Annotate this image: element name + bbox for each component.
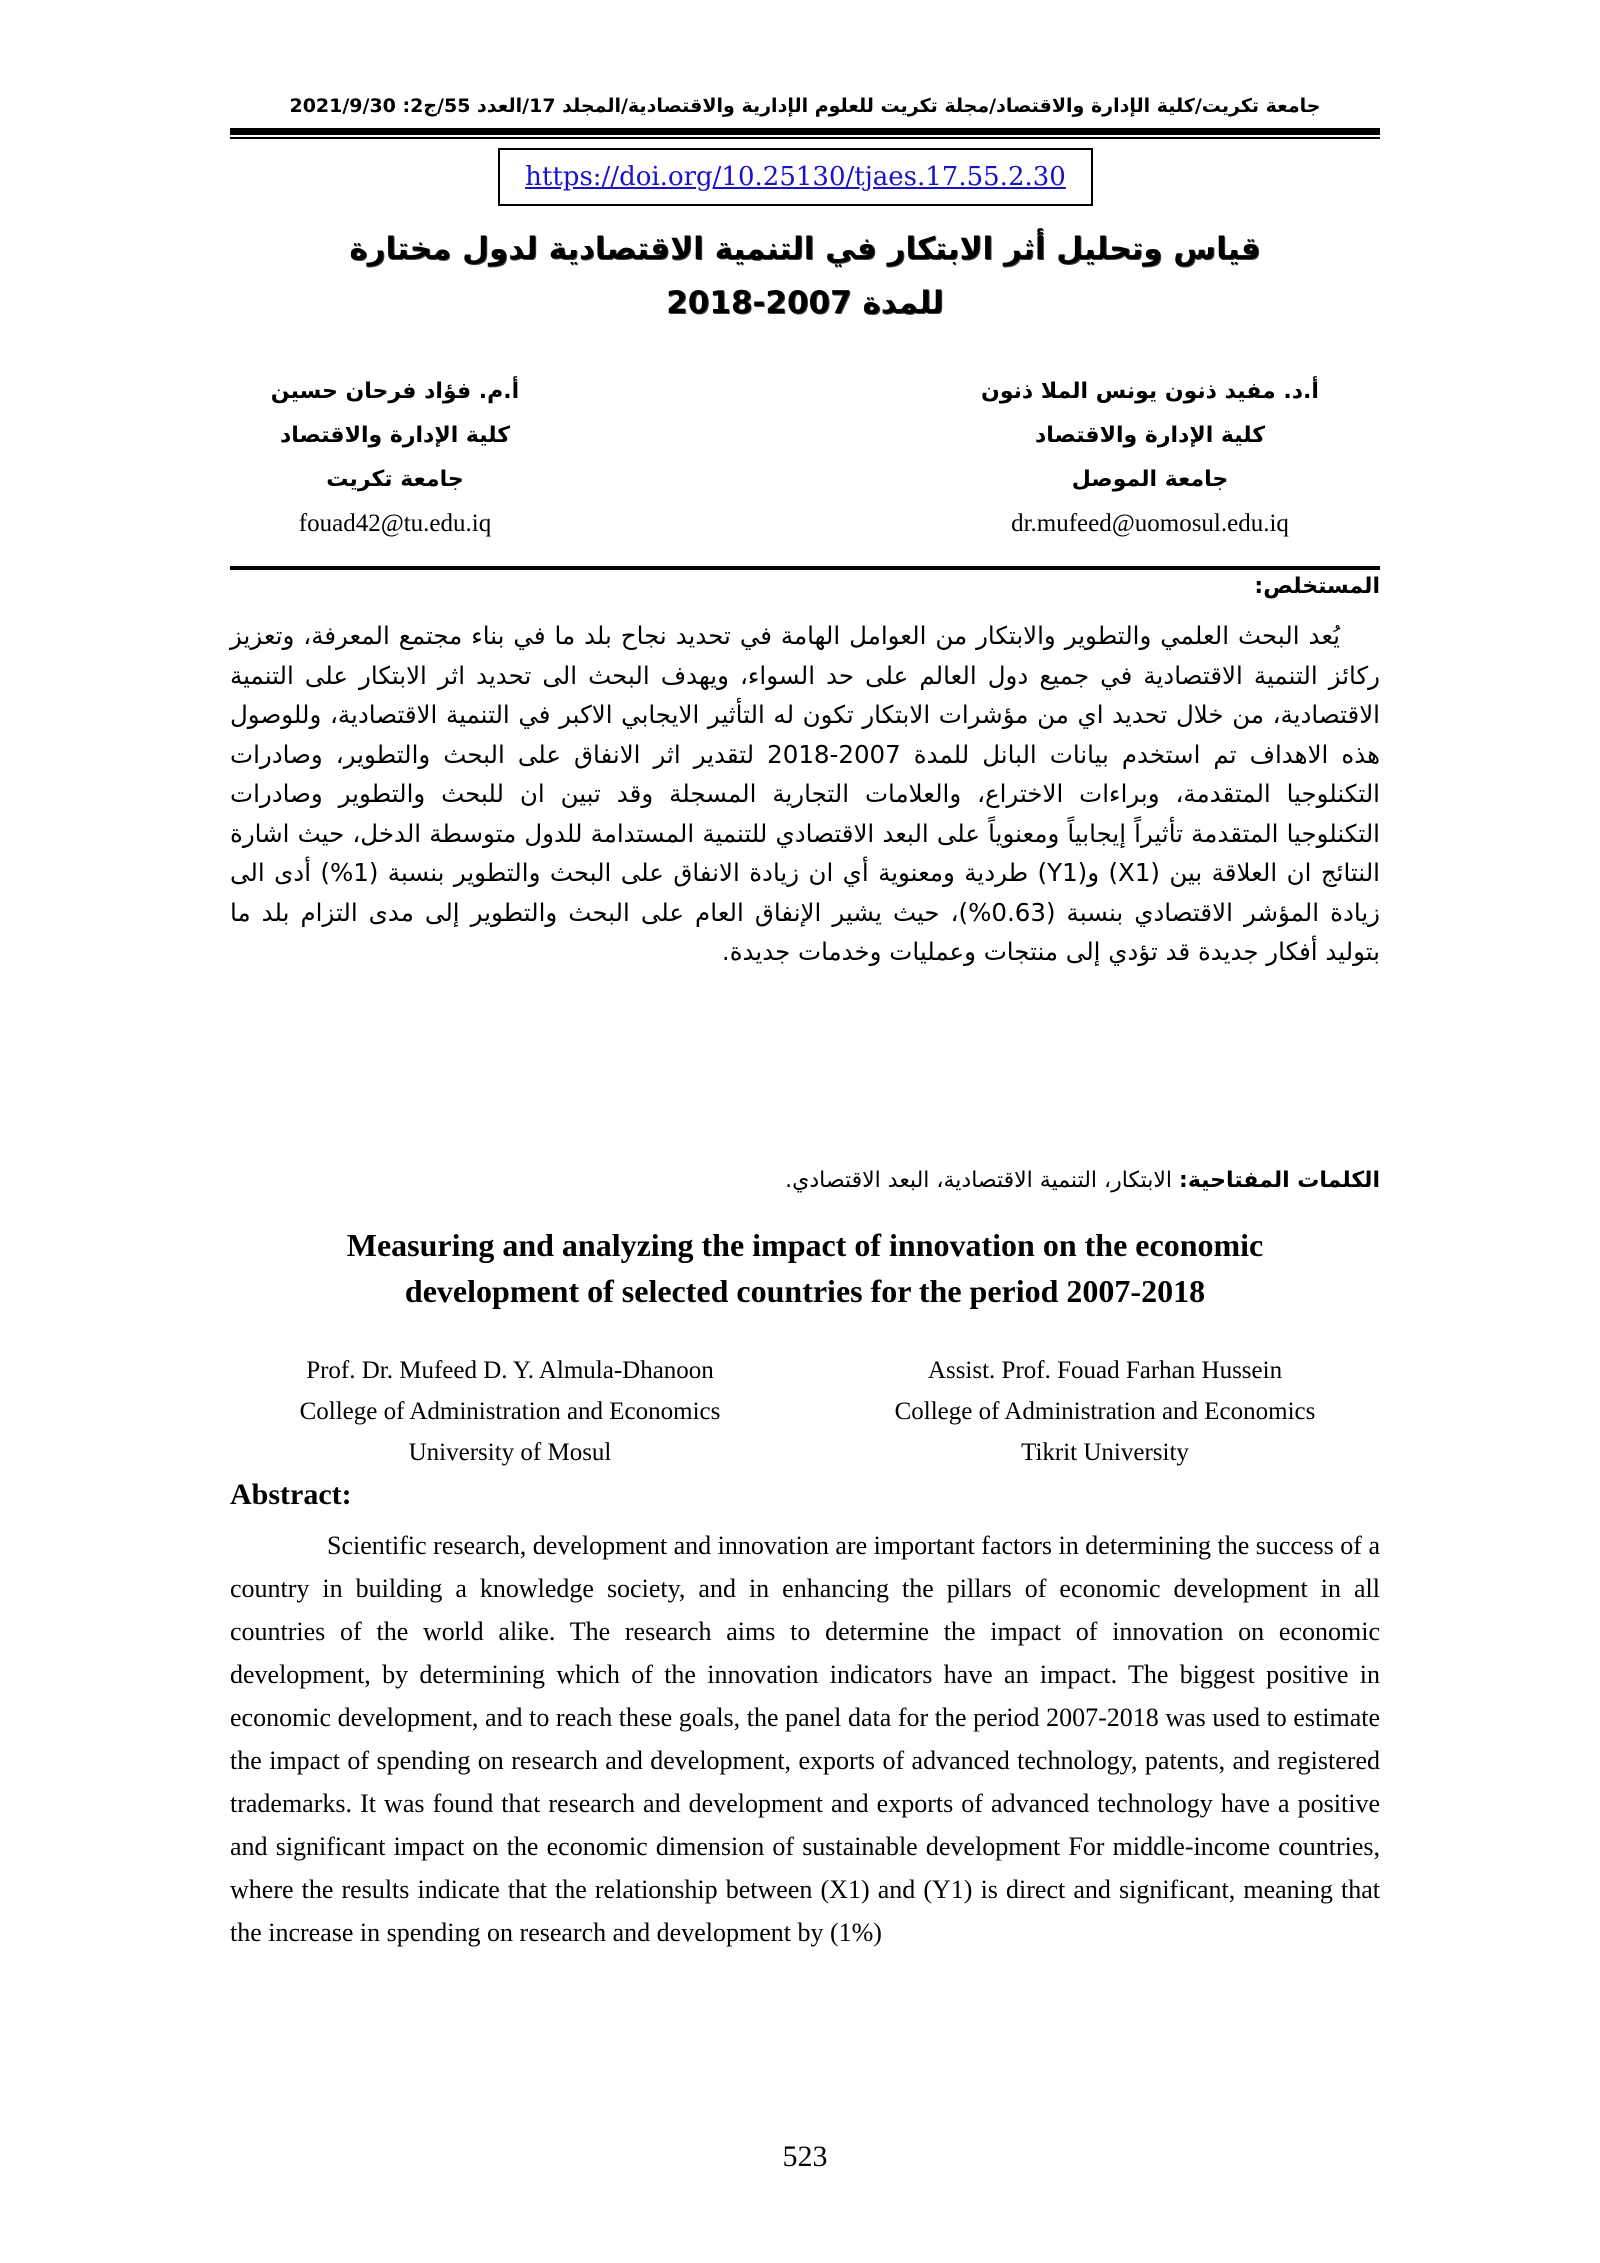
arabic-title-line1: قياس وتحليل أثر الابتكار في التنمية الاقتصادية لدول مختارة: [349, 231, 1261, 267]
english-title: [230, 1222, 1380, 1314]
author-college: College of Administration and Economics: [894, 1398, 1316, 1425]
author-name: Assist. Prof. Fouad Farhan Hussein: [927, 1357, 1283, 1384]
author-name: Prof. Dr. Mufeed D. Y. Almula-Dhanoon: [306, 1357, 714, 1384]
arabic-abstract-heading: المستخلص:: [1254, 574, 1380, 599]
arabic-author-2: [230, 370, 560, 546]
author-email[interactable]: dr.mufeed@uomosul.edu.iq: [1011, 510, 1289, 537]
author-name: أ.م. فؤاد فرحان حسين: [270, 379, 520, 404]
arabic-abstract-text: يُعد البحث العلمي والتطوير والابتكار من العوامل الهامة في تحديد نجاح بلد ما في بناء مجتمع المعرفة، وتعزيز ركائز التنمية الاقتصادية في جميع دول العالم على حد السواء، ويهدف البحث الى تحديد اثر الابتكار على التنمية الاقتصادية، من خلال تحديد اي من مؤشرات الابتكار تكون له التأثير الايجابي الاكبر في التنمية الاقتصادية، وللوصول هذه الاهداف تم استخدم بيانات البانل للمدة 2007-2018 لتقدير اثر الانفاق على البحث والتطوير، وصادرات التكنلوجيا المتقدمة، وبراءات الاختراع، والعلامات التجارية المسجلة وقد تبين ان للبحث والتطوير وصادرات التكنلوجيا المتقدمة تأثيراً إيجابياً ومعنوياً على البعد الاقتصادي للتنمية المستدامة للدول متوسطة الدخل، حيث اشارة النتائج ان العلاقة بين (X1) و(Y1) طردية ومعنوية أي ان زيادة الانفاق على البحث والتطوير بنسبة (1%) أدى الى زيادة المؤشر الاقتصادي بنسبة (0.63%)، حيث يشير الإنفاق العام على البحث والتطوير إلى مدى التزام بلد ما بتوليد أفكار جديدة قد تؤدي إلى منتجات وعمليات وخدمات جديدة.: [230, 621, 1380, 966]
english-author-1: [230, 1350, 790, 1473]
author-college: كلية الإدارة والاقتصاد: [279, 423, 511, 448]
author-university: Tikrit University: [1021, 1439, 1189, 1466]
author-college: كلية الإدارة والاقتصاد: [1034, 423, 1266, 448]
header-rule-thin: [230, 137, 1380, 139]
section-divider: [230, 566, 1380, 570]
doi-link[interactable]: https://doi.org/10.25130/tjaes.17.55.2.30: [525, 162, 1066, 192]
arabic-keywords: [230, 1168, 1380, 1193]
author-name: أ.د. مفيد ذنون يونس الملا ذنون: [981, 379, 1319, 404]
arabic-title: [230, 222, 1380, 330]
header-rule-thick: [230, 128, 1380, 135]
keywords-list: الابتكار، التنمية الاقتصادية، البعد الاقتصادي.: [785, 1168, 1173, 1193]
author-university: جامعة الموصل: [1071, 467, 1229, 492]
author-university: University of Mosul: [408, 1439, 612, 1466]
english-author-2: [830, 1350, 1380, 1473]
page-number: 523: [782, 2140, 828, 2173]
author-college: College of Administration and Economics: [299, 1398, 721, 1425]
author-email[interactable]: fouad42@tu.edu.iq: [298, 510, 492, 537]
english-title-line1: Measuring and analyzing the impact of innovation on the economic: [346, 1227, 1264, 1263]
english-abstract-heading: Abstract:: [230, 1478, 352, 1511]
english-abstract-text: Scientific research, development and innovation are important factors in determining the success of a country in building a knowledge society, and in enhancing the pillars of economic development in all countries of the world alike. The research aims to determine the impact of innovation on economic development, by determining which of the innovation indicators have an impact. The biggest positive in economic development, and to reach these goals, the panel data for the period 2007-2018 was used to estimate the impact of spending on research and development, exports of advanced technology, patents, and registered trademarks. It was found that research and development and exports of advanced technology have a positive and significant impact on the economic dimension of sustainable development For middle-income countries, where the results indicate that the relationship between (X1) and (Y1) is direct and significant, meaning that the increase in spending on research and development by (1%): [230, 1531, 1380, 1947]
keywords-label: الكلمات المفتاحية:: [1179, 1168, 1380, 1193]
doi-box: [498, 148, 1093, 206]
running-header: جامعة تكريت/كلية الإدارة والاقتصاد/مجلة تكريت للعلوم الإدارية والاقتصادية/المجلد 17/العدد 55/ج2: 2021/9/30: [289, 95, 1321, 117]
arabic-title-line2: للمدة 2007-2018: [666, 285, 944, 321]
english-title-line2: development of selected countries for the period 2007-2018: [404, 1273, 1206, 1309]
arabic-author-1: [920, 370, 1380, 546]
author-university: جامعة تكريت: [326, 467, 464, 492]
